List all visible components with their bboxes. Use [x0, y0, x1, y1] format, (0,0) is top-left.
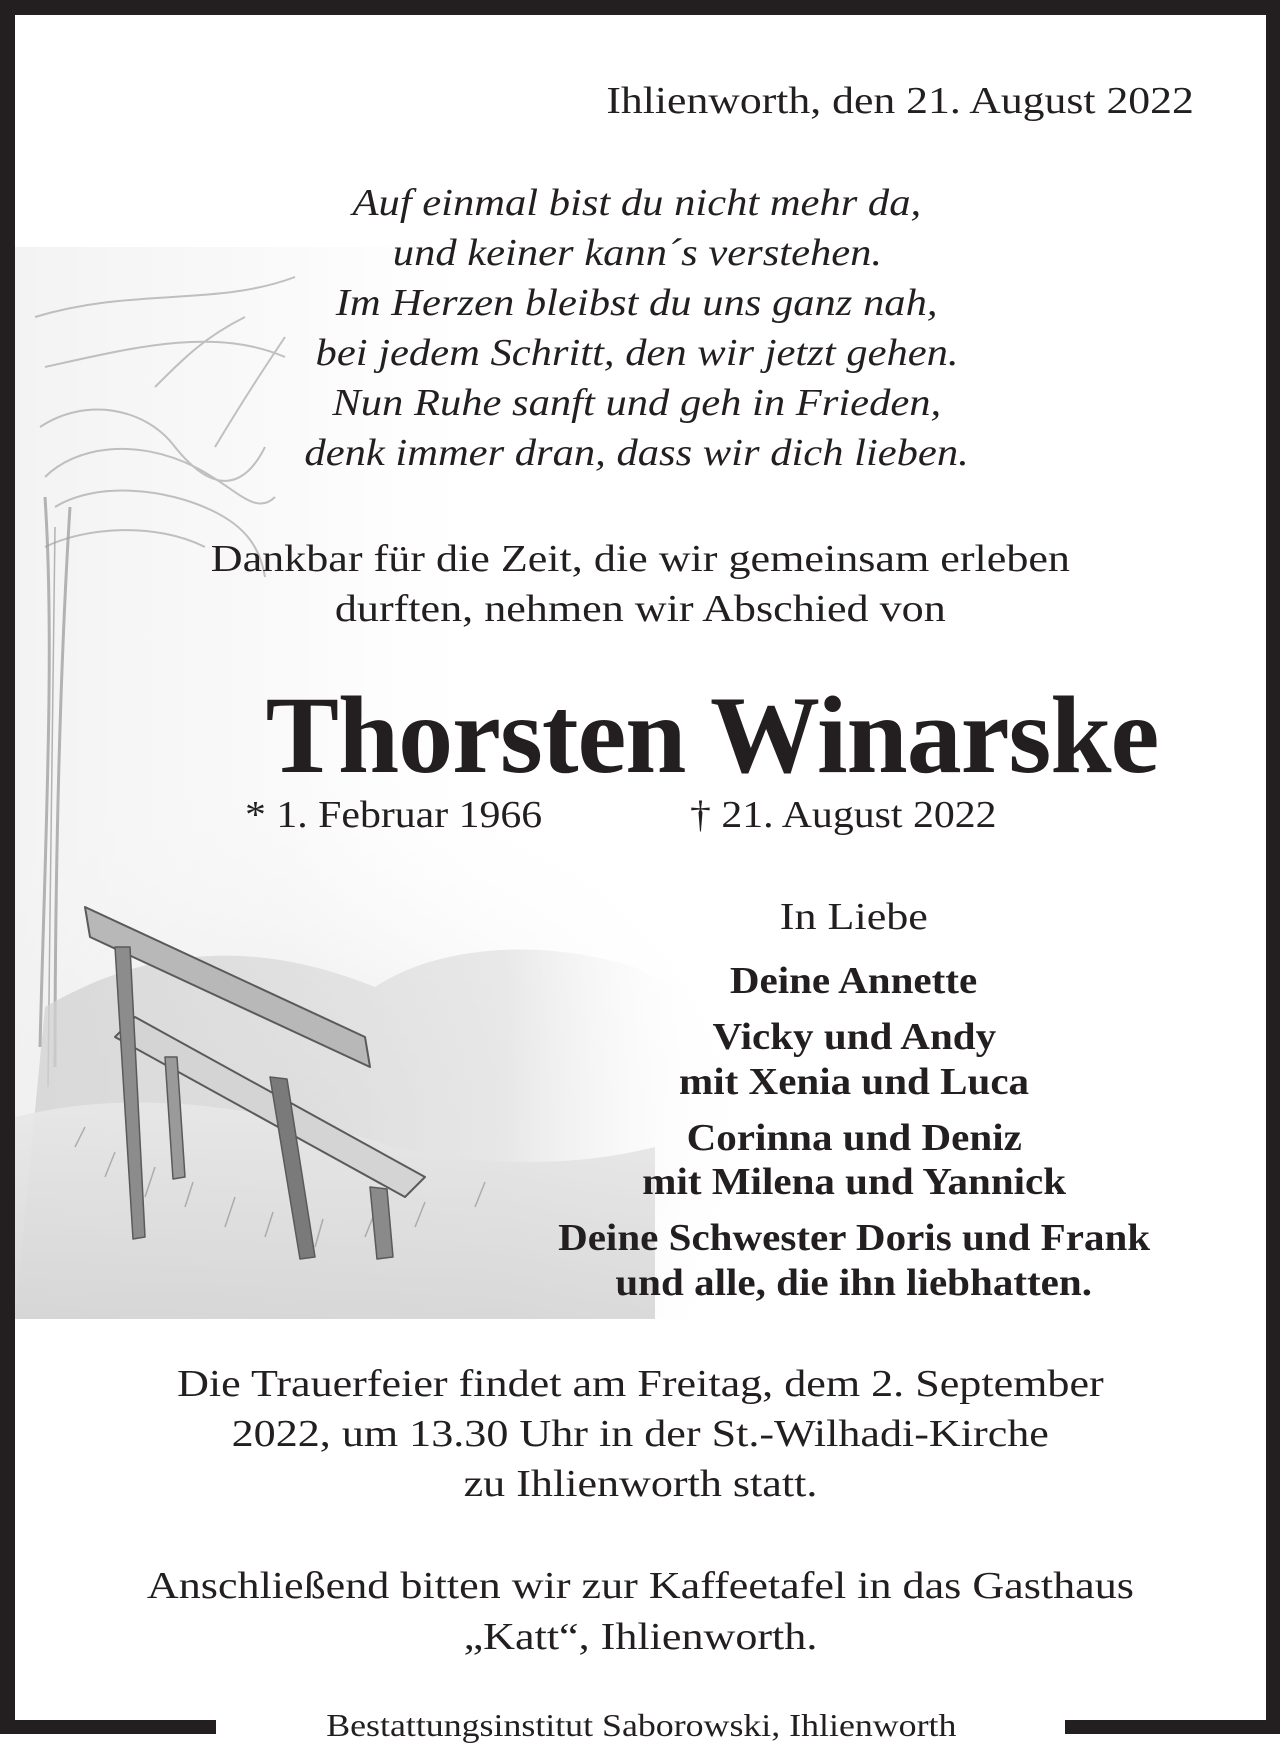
mourner-line: Deine Annette	[730, 960, 978, 1002]
poem-line: bei jedem Schritt, den wir jetzt gehen.	[315, 332, 959, 374]
poem-line: Auf einmal bist du nicht mehr da,	[352, 182, 922, 224]
poem-line: Im Herzen bleibst du uns ganz nah,	[336, 282, 938, 324]
poem-line: Nun Ruhe sanft und geh in Frieden,	[332, 382, 942, 424]
service-line: 2022, um 13.30 Uhr in der St.-Wilhadi-Kirche	[231, 1413, 1049, 1455]
mourner-line: und alle, die ihn liebhatten.	[615, 1262, 1093, 1304]
service-line: Die Trauerfeier findet am Freitag, dem 2. September	[176, 1363, 1104, 1405]
mourner-line: mit Milena und Yannick	[642, 1161, 1066, 1203]
service-line: zu Ihlienworth statt.	[463, 1463, 817, 1505]
funeral-home-footer: Bestattungsinstitut Saborowski, Ihlienworth	[325, 1707, 957, 1743]
mourners-intro: In Liebe	[779, 896, 929, 938]
deceased-name: Thorsten Winarske	[265, 674, 1159, 796]
mourner-line: Deine Schwester Doris und Frank	[557, 1217, 1151, 1259]
life-dates-death	[690, 794, 997, 836]
death-date: † 21. August 2022	[690, 794, 997, 836]
place-date: Ihlienworth, den 21. August 2022	[606, 80, 1194, 122]
reception-line: Anschließend bitten wir zur Kaffeetafel in das Gasthaus	[146, 1565, 1134, 1607]
reception-line: „Katt“, Ihlienworth.	[463, 1616, 817, 1658]
life-dates	[245, 794, 543, 836]
mourner-line: mit Xenia und Luca	[678, 1061, 1030, 1103]
intro-line: Dankbar für die Zeit, die wir gemeinsam erleben	[210, 538, 1070, 580]
intro-line: durften, nehmen wir Abschied von	[334, 588, 946, 630]
mourner-line: Vicky und Andy	[712, 1016, 996, 1058]
frame-top-border	[0, 0, 1280, 15]
poem-line: und keiner kann´s verstehen.	[392, 232, 882, 274]
mourner-line: Corinna und Deniz	[686, 1117, 1022, 1159]
birth-date: * 1. Februar 1966	[245, 794, 543, 836]
poem-line: denk immer dran, dass wir dich lieben.	[304, 432, 970, 474]
